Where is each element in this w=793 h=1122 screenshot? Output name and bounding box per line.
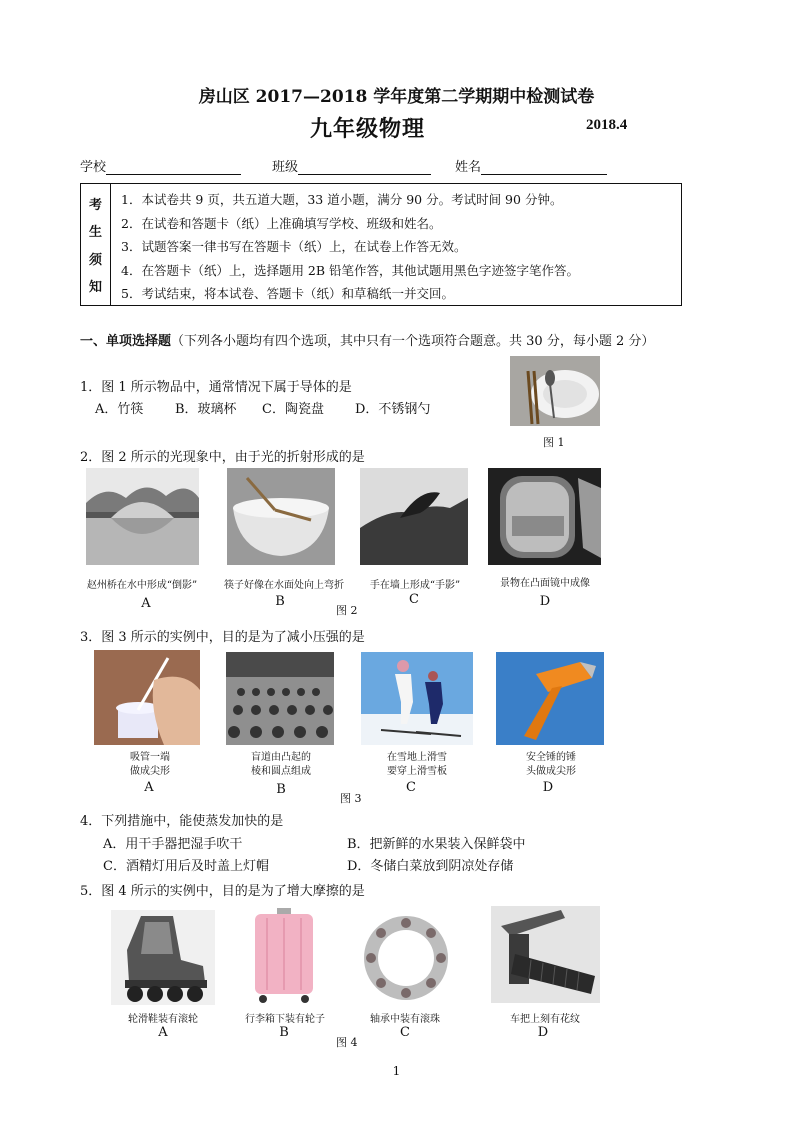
figure-1-photo <box>510 356 600 426</box>
name-blank[interactable] <box>481 160 607 175</box>
q3-caption-b: 盲道由凸起的 棱和圆点组成 <box>251 752 311 777</box>
skiers-icon <box>361 652 473 745</box>
q4-option-a[interactable]: A．用干手器把湿手吹干 <box>103 837 243 852</box>
q2-letter-a: A <box>141 596 151 611</box>
notice-list <box>121 188 579 306</box>
exam-notice-box <box>80 183 682 306</box>
notice-heading: 考 生 须 知 <box>81 184 111 305</box>
question-3-stem: 3．图 3 所示的实例中，目的是为了减小压强的是 <box>80 630 365 645</box>
q5-caption-d: 车把上刻有花纹 <box>510 1014 580 1025</box>
safety-hammer-icon <box>496 652 604 745</box>
question-2-stem: 2．图 2 所示的光现象中，由于光的折射形成的是 <box>80 450 365 465</box>
school-field[interactable] <box>80 156 241 175</box>
q2-caption-c: 手在墙上形成“手影” <box>369 580 461 591</box>
q5-photo-a[interactable] <box>111 910 215 1005</box>
q2-caption-a: 赵州桥在水中形成“倒影” <box>86 580 198 591</box>
q3-photo-b[interactable] <box>226 652 334 745</box>
q3-caption-a: 吸管一端 做成尖形 <box>130 752 170 777</box>
q5-letter-d: D <box>537 1025 549 1040</box>
q5-caption-a: 轮滑鞋装有滚轮 <box>128 1014 198 1025</box>
q5-caption-b: 行李箱下装有轮子 <box>245 1014 325 1025</box>
q2-photo-c[interactable] <box>360 468 468 565</box>
name-field[interactable] <box>455 156 607 175</box>
q2-letter-c: C <box>409 592 419 607</box>
figure-1-label: 图 1 <box>543 436 565 449</box>
tactile-paving-icon <box>226 652 334 745</box>
school-blank[interactable] <box>106 160 241 175</box>
q5-letter-b: B <box>279 1025 289 1040</box>
q3-photo-d[interactable] <box>496 652 604 745</box>
figure-3-label: 图 3 <box>340 792 362 805</box>
q3-photo-c[interactable] <box>361 652 473 745</box>
q5-letter-a: A <box>158 1025 168 1040</box>
q4-option-b[interactable]: B．把新鲜的水果装入保鲜袋中 <box>347 837 526 852</box>
bridge-reflection-icon <box>86 468 199 565</box>
figure-2-label: 图 2 <box>336 604 358 617</box>
exam-title: 房山区 2017—2018 学年度第二学期期中检测试卷 <box>198 87 595 107</box>
question-4-stem: 4．下列措施中，能使蒸发加快的是 <box>80 814 284 829</box>
q2-letter-d: D <box>539 594 551 609</box>
q3-letter-c: C <box>406 780 416 795</box>
class-blank[interactable] <box>298 160 431 175</box>
q3-caption-c: 在雪地上滑雪 要穿上滑雪板 <box>387 752 447 777</box>
straw-yogurt-icon <box>94 650 200 745</box>
question-5-stem: 5．图 4 所示的实例中，目的是为了增大摩擦的是 <box>80 884 365 899</box>
suitcase-icon <box>249 906 319 1006</box>
notice-item: 2．在试卷和答题卡（纸）上准确填写学校、班级和姓名。 <box>121 215 442 231</box>
notice-item: 5．考试结束，将本试卷、答题卡（纸）和草稿纸一并交回。 <box>121 286 454 301</box>
q5-photo-d[interactable] <box>491 906 600 1003</box>
exam-date: 2018.4 <box>586 117 628 133</box>
bowl-chopstick-icon <box>227 468 335 565</box>
q3-letter-d: D <box>542 780 554 795</box>
q2-photo-a[interactable] <box>86 468 199 565</box>
roller-skate-icon <box>111 910 215 1005</box>
q5-caption-c: 轴承中装有滚珠 <box>370 1014 440 1025</box>
q3-photo-a[interactable] <box>94 650 200 745</box>
q1-option-d[interactable]: D．不锈钢勺 <box>355 402 431 417</box>
q5-photo-b[interactable] <box>249 906 319 1006</box>
subject-title: 九年级物理 <box>310 116 426 142</box>
q2-caption-d: 景物在凸面镜中成像 <box>500 578 590 589</box>
q4-option-d[interactable]: D．冬储白菜放到阴凉处存储 <box>347 859 514 874</box>
class-label: 班级 <box>272 160 299 175</box>
notice-item: 1．本试卷共 9 页，共五道大题，33 道小题，满分 90 分。考试时间 90 分钟。 <box>121 192 563 207</box>
q1-option-b[interactable]: B．玻璃杯 <box>175 402 237 417</box>
q2-photo-b[interactable] <box>227 468 335 565</box>
q5-photo-c[interactable] <box>357 912 455 1004</box>
section-heading: 一、单项选择题（下列各小题均有四个选项，其中只有一个选项符合题意。共 30 分，每小题 2 分） <box>80 334 655 349</box>
figure-4-label: 图 4 <box>336 1036 358 1049</box>
plate-spoon-chopsticks-icon <box>510 356 600 426</box>
q5-letter-c: C <box>400 1025 410 1040</box>
q2-letter-b: B <box>275 594 285 609</box>
q3-letter-b: B <box>276 782 286 797</box>
q2-caption-b: 筷子好像在水面处向上弯折 <box>224 580 344 591</box>
name-label: 姓名 <box>455 160 482 175</box>
ball-bearing-icon <box>357 912 455 1004</box>
q3-caption-d: 安全锤的锤 头做成尖形 <box>526 752 576 777</box>
notice-item: 3．试题答案一律书写在答题卡（纸）上，在试卷上作答无效。 <box>121 239 467 254</box>
page-number: 1 <box>392 1064 401 1078</box>
hand-shadow-icon <box>360 468 468 565</box>
q2-photo-d[interactable] <box>488 468 601 565</box>
notice-item: 4．在答题卡（纸）上，选择题用 2B 铅笔作答，其他试题用黑色字迹签字笔作答。 <box>121 262 580 278</box>
question-1-stem: 1．图 1 所示物品中，通常情况下属于导体的是 <box>80 380 352 395</box>
q3-letter-a: A <box>144 780 154 795</box>
convex-mirror-icon <box>488 468 601 565</box>
q1-option-a[interactable]: A．竹筷 <box>95 402 144 417</box>
q4-option-c[interactable]: C．酒精灯用后及时盖上灯帽 <box>103 859 269 874</box>
bike-handlebar-icon <box>491 906 600 1003</box>
school-label: 学校 <box>80 160 107 175</box>
class-field[interactable] <box>272 156 431 175</box>
q1-option-c[interactable]: C．陶瓷盘 <box>262 402 324 417</box>
